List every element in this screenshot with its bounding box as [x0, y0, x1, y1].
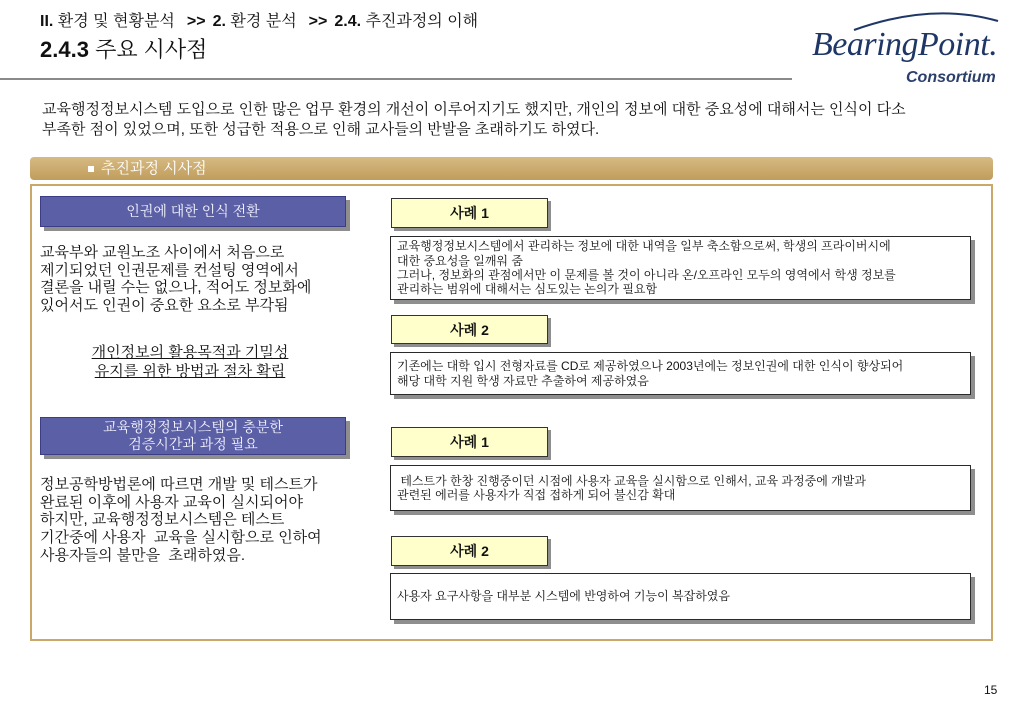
breadcrumb-section-label: 환경 분석 [230, 13, 297, 30]
case-line: 그러나, 정보화의 관점에서만 이 문제를 볼 것이 아니라 온/오프라인 모두의 영역에서 학생 정보를 [397, 268, 896, 282]
case-line: 테스트가 한창 진행중이던 시점에 사용자 교육을 실시함으로 인해서, 교육 과정중에 개발과 [397, 473, 866, 488]
case-label: 사례 2 [391, 315, 548, 344]
bearingpoint-logo: BearingPoint. [812, 26, 998, 63]
description-line: 완료된 이후에 사용자 교육이 실시되어야 [40, 493, 304, 511]
description-line: 하지만, 교육행정정보시스템은 테스트 [40, 511, 285, 529]
case-label: 사례 1 [391, 198, 548, 228]
logo-subtitle: Consortium [906, 69, 996, 86]
case-label: 사례 2 [391, 536, 548, 566]
description-line: 있어서도 인권이 중요한 요소로 부각됨 [40, 297, 289, 315]
intro-line: 교육행정정보시스템 도입으로 인한 많은 업무 환경의 개선이 이루어지기도 했지만, 개인의 정보에 대한 중요성에 대해서는 인식이 다소 [42, 101, 906, 118]
case-description-box [390, 573, 971, 620]
section-header-bar [30, 157, 993, 180]
description-line: 제기되었던 인권문제를 컨설팅 영역에서 [40, 261, 299, 279]
square-bullet-icon [88, 166, 94, 172]
breadcrumb-separator: >> [186, 13, 206, 30]
case-line: 기존에는 대학 입시 전형자료를 CD로 제공하였으나 2003년에는 정보인권에 대한 인식이 향상되어 [397, 359, 904, 374]
topic-box [40, 196, 346, 227]
topic-box [40, 417, 346, 455]
case-description-box [390, 465, 971, 511]
topic-description [40, 244, 311, 315]
breadcrumb-subsection-label: 추진과정의 이해 [365, 13, 479, 30]
page-title-text: 주요 시사점 [95, 37, 208, 62]
page-number: 15 [984, 683, 998, 697]
recommendation-line: 개인정보의 활용목적과 기밀성 [91, 344, 289, 361]
description-line: 교육부와 교원노조 사이에서 처음으로 [40, 244, 285, 261]
breadcrumb-separator: >> [308, 13, 328, 30]
case-line: 관리하는 범위에 대해서는 심도있는 논의가 필요함 [397, 282, 658, 297]
intro-line: 부족한 점이 있었으며, 또한 성급한 적용으로 인해 교사들의 반발을 초래하기도 하였다. [42, 121, 600, 138]
case-line: 관련된 에러를 사용자가 직접 접하게 되어 불신감 확대 [397, 488, 676, 502]
topic-title: 인권에 대한 인식 전환 [126, 203, 260, 219]
description-line: 정보공학방법론에 따르면 개발 및 테스트가 [40, 476, 318, 493]
topic-title: 검증시간과 과정 필요 [128, 436, 258, 452]
breadcrumb-chapter-number: II. [40, 13, 54, 30]
case-line: 교육행정정보시스템에서 관리하는 정보에 대한 내역을 일부 축소함으로써, 학생의 프라이버시에 [397, 239, 891, 254]
breadcrumb-subsection-number: 2.4. [334, 13, 362, 30]
header-divider [0, 78, 792, 80]
breadcrumb-chapter-label: 환경 및 현황분석 [57, 13, 175, 30]
case-line: 해당 대학 지원 학생 자료만 추출하여 제공하였음 [397, 373, 649, 388]
section-header-label: 추진과정 시사점 [101, 160, 207, 177]
breadcrumb-section-number: 2. [212, 13, 226, 30]
recommendation-line: 유지를 위한 방법과 절차 확립 [94, 363, 286, 380]
breadcrumb [40, 12, 478, 32]
intro-paragraph [42, 100, 906, 140]
case-label: 사례 1 [391, 427, 548, 457]
description-line: 기간중에 사용자 교육을 실시함으로 인하여 [40, 529, 322, 547]
page-title [40, 37, 207, 63]
case-description-box [390, 236, 971, 300]
topic-description [40, 476, 322, 565]
description-line: 사용자들의 불만을 초래하였음. [40, 546, 246, 564]
case-description-box [390, 352, 971, 395]
case-line: 사용자 요구사항을 대부분 시스템에 반영하여 기능이 복잡하였음 [397, 589, 730, 604]
case-line: 대한 중요성을 일깨워 줌 [397, 253, 523, 268]
page-title-number: 2.4.3 [40, 37, 89, 62]
description-line: 결론을 내릴 수는 없으나, 적어도 정보화에 [40, 279, 312, 297]
topic-title: 교육행정정보시스템의 충분한 [103, 419, 283, 435]
key-recommendation [40, 343, 340, 381]
